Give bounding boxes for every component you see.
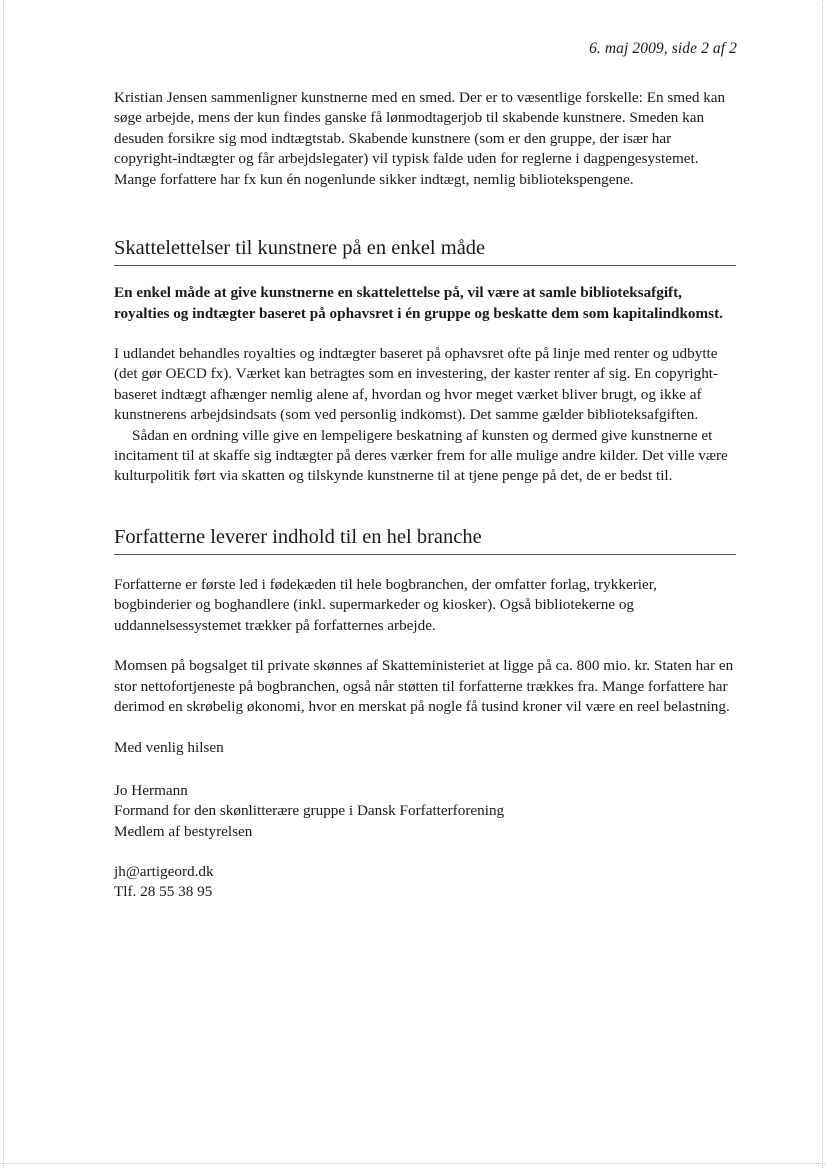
section2-paragraph-1: Forfatterne er første led i fødekæden til hele bogbranchen, der omfatter forlag, trykkerier, bogbinderier og boghandlere (inkl. supermarkeder og kiosker). Også bibliotekerne og uddannelsessystemet trækker på forfatternes arbejde. <box>114 575 657 634</box>
intro-paragraph: Kristian Jensen sammenligner kunstnerne med en smed. Der er to væsentlige forskelle: En smed kan søge arbejde, mens der kun findes ganske få lønmodtagerjob til skabende kunstnere. Smeden kan desuden forsikre sig mod indtægtstab. Skabende kunstnere (som er den gruppe, der især har copyright-indtægter og får arbejdslegater) vil typisk falde uden for reglerne i dagpengesystemet. Mange forfattere har fx kun én nogenlunde sikker indtægt, nemlig bibliotekspengene. <box>114 89 726 188</box>
section1-paragraph-1: I udlandet behandles royalties og indtægter baseret på ophavsret ofte på linje med renter og udbytte (det gør OECD fx). Værket kan betragtes som en investering, der kaster renter af sig. En copyright-baseret indtægt afhænger nemlig alene af, hvordan og hvor meget værket bliver brugt, og ikke af kunstnerens arbejdsindsats (som ved personlig indkomst). Det samme gælder biblioteksafgiften. <box>114 345 719 424</box>
contact-phone: Tlf. 28 55 38 95 <box>114 883 213 901</box>
contact-email: jh@artigeord.dk <box>114 862 214 880</box>
closing-greeting: Med venlig hilsen <box>114 739 224 757</box>
scan-edge-bottom <box>0 1163 825 1164</box>
signer-title: Formand for den skønlitterære gruppe i Dansk Forfatterforening <box>114 802 505 820</box>
contact-block <box>114 862 736 903</box>
section-lead-bold: En enkel måde at give kunstnerne en skattelettelse på, vil være at samle biblioteksafgift, royalties og indtægter baseret på ophavsret i én gruppe og beskatte dem som kapitalindkomst. <box>114 284 723 322</box>
scan-edge-right <box>822 0 823 1168</box>
signature-block <box>114 781 736 842</box>
signer-role: Medlem af bestyrelsen <box>114 822 253 840</box>
scan-edge-left <box>3 0 4 1168</box>
signer-name: Jo Hermann <box>114 781 188 799</box>
letter-body <box>114 88 736 903</box>
section2-paragraph-2: Momsen på bogsalget til private skønnes af Skatteministeriet at ligge på ca. 800 mio. kr. Staten har en stor nettofortjeneste på bogbranchen, også når støtten til forfatterne trækkes fra. Mange forfattere har derimod en skrøbelig økonomi, hvor en merskat på nogle få tusind kroner vil være en reel belastning. <box>114 657 734 715</box>
section-heading-authors-content: Forfatterne leverer indhold til en hel branche <box>114 524 736 555</box>
section-heading-tax-relief: Skattelettelser til kunstnere på en enkel måde <box>114 235 736 266</box>
page-date-header: 6. maj 2009, side 2 af 2 <box>589 40 737 57</box>
section1-paragraph-2: Sådan en ordning ville give en lempeligere beskatning af kunsten og dermed give kunstnerne et incitament til at skaffe sig indtægter på deres værker frem for alle mulige andre kilder. Det ville være kulturpolitik ført via skatten og tilskynde kunstnerne til at tjene penge på det, de er bedst til. <box>114 426 728 485</box>
